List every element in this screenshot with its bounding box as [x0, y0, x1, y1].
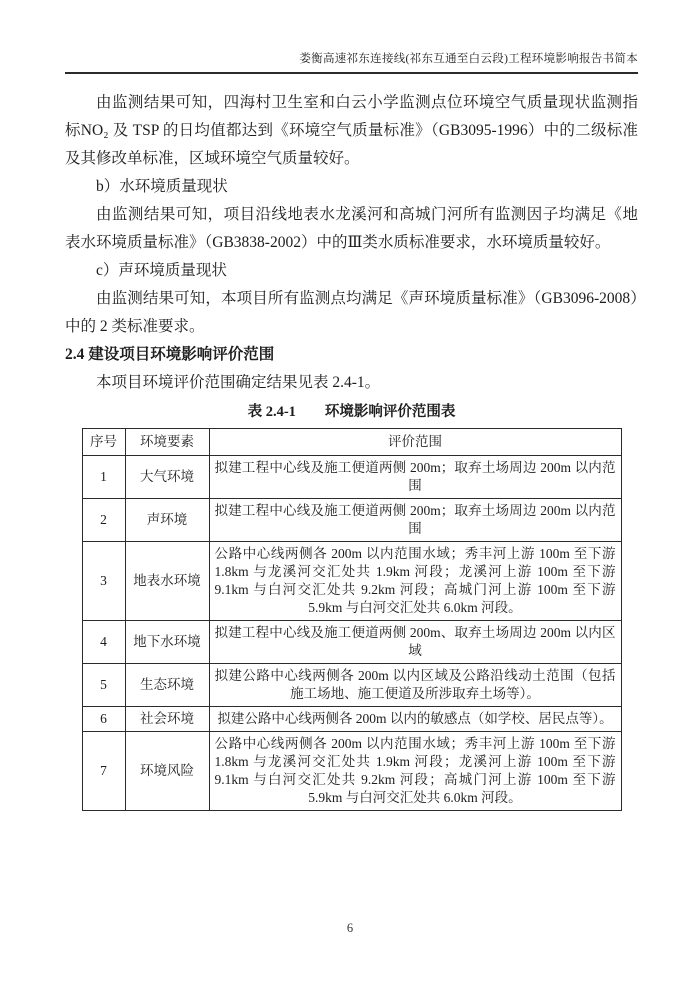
- cell-row-number: 2: [82, 499, 125, 542]
- evaluation-scope-table: [82, 428, 622, 811]
- table-row: [82, 664, 621, 707]
- table-head: [82, 429, 621, 456]
- table-row: [82, 499, 621, 542]
- table-row: [82, 542, 621, 621]
- noise-quality-paragraph: 由监测结果可知，本项目所有监测点均满足《声环境质量标准》（GB3096-2008）中的 2 类标准要求。: [65, 290, 638, 335]
- report-header-title: 娄衡高速祁东连接线(祁东互通至白云段)工程环境影响报告书简本: [299, 53, 638, 65]
- table-caption: [65, 399, 638, 425]
- table-header-row: [82, 429, 621, 456]
- cell-eval-scope: 公路中心线两侧各 200m 以内范围水域；秀丰河上游 100m 至下游 1.8km 与龙溪河交汇处共 1.9km 河段；龙溪河上游 100m 至下游 9.1km 与白河交汇处共 9.2km 河段；高城门河上游 100m 至下游 5.9km 与白河交汇处共 6.0km 河段。: [209, 542, 621, 621]
- section-2-4-heading: 2.4 建设项目环境影响评价范围: [65, 346, 275, 363]
- column-header-scope: 评价范围: [209, 429, 621, 456]
- cell-eval-scope: 拟建公路中心线两侧各 200m 以内区域及公路沿线动土范围（包括施工场地、施工便道及所涉取弃土场等）。: [209, 664, 621, 707]
- cell-env-factor: 大气环境: [125, 456, 209, 499]
- table-row: [82, 732, 621, 811]
- water-quality-subheading: b）水环境质量现状: [96, 178, 228, 195]
- cell-row-number: 6: [82, 707, 125, 732]
- table-row: [82, 707, 621, 732]
- cell-row-number: 5: [82, 664, 125, 707]
- cell-env-factor: 生态环境: [125, 664, 209, 707]
- table-row: [82, 621, 621, 664]
- cell-env-factor: 环境风险: [125, 732, 209, 811]
- document-body: [65, 89, 638, 811]
- air-quality-paragraph: 由监测结果可知，四海村卫生室和白云小学监测点位环境空气质量现状监测指标NO₂ 及 TSP 的日均值都达到《环境空气质量标准》（GB3095-1996）中的二级标准及其修改单标准，区域环境空气质量较好。: [65, 94, 638, 167]
- noise-quality-subheading: c）声环境质量现状: [96, 262, 227, 279]
- page-number: 6: [346, 921, 354, 935]
- scope-intro-paragraph: 本项目环境评价范围确定结果见表 2.4-1。: [96, 374, 381, 391]
- page-footer: [0, 921, 700, 936]
- cell-env-factor: 地表水环境: [125, 542, 209, 621]
- cell-env-factor: 声环境: [125, 499, 209, 542]
- cell-eval-scope: 拟建工程中心线及施工便道两侧 200m；取弃土场周边 200m 以内范围: [209, 499, 621, 542]
- cell-env-factor: 地下水环境: [125, 621, 209, 664]
- cell-row-number: 7: [82, 732, 125, 811]
- cell-eval-scope: 拟建工程中心线及施工便道两侧 200m、取弃土场周边 200m 以内区域: [209, 621, 621, 664]
- cell-eval-scope: 拟建公路中心线两侧各 200m 以内的敏感点（如学校、居民点等）。: [209, 707, 621, 732]
- cell-row-number: 1: [82, 456, 125, 499]
- table-caption-title: 环境影响评价范围表: [324, 404, 456, 420]
- column-header-number: 序号: [82, 429, 125, 456]
- table-body: [82, 456, 621, 811]
- report-header: [65, 50, 638, 74]
- column-header-factor: 环境要素: [125, 429, 209, 456]
- table-row: [82, 456, 621, 499]
- table-caption-label: 表 2.4-1: [247, 404, 296, 420]
- cell-eval-scope: 公路中心线两侧各 200m 以内范围水域；秀丰河上游 100m 至下游 1.8km 与龙溪河交汇处共 1.9km 河段；龙溪河上游 100m 至下游 9.1km 与白河交汇处共 9.2km 河段；高城门河上游 100m 至下游 5.9km 与白河交汇处共 6.0km 河段。: [209, 732, 621, 811]
- water-quality-paragraph: 由监测结果可知，项目沿线地表水龙溪河和高城门河所有监测因子均满足《地表水环境质量标准》（GB3838-2002）中的Ⅲ类水质标准要求，水环境质量较好。: [65, 206, 638, 251]
- cell-row-number: 3: [82, 542, 125, 621]
- cell-env-factor: 社会环境: [125, 707, 209, 732]
- cell-row-number: 4: [82, 621, 125, 664]
- cell-eval-scope: 拟建工程中心线及施工便道两侧 200m；取弃土场周边 200m 以内范围: [209, 456, 621, 499]
